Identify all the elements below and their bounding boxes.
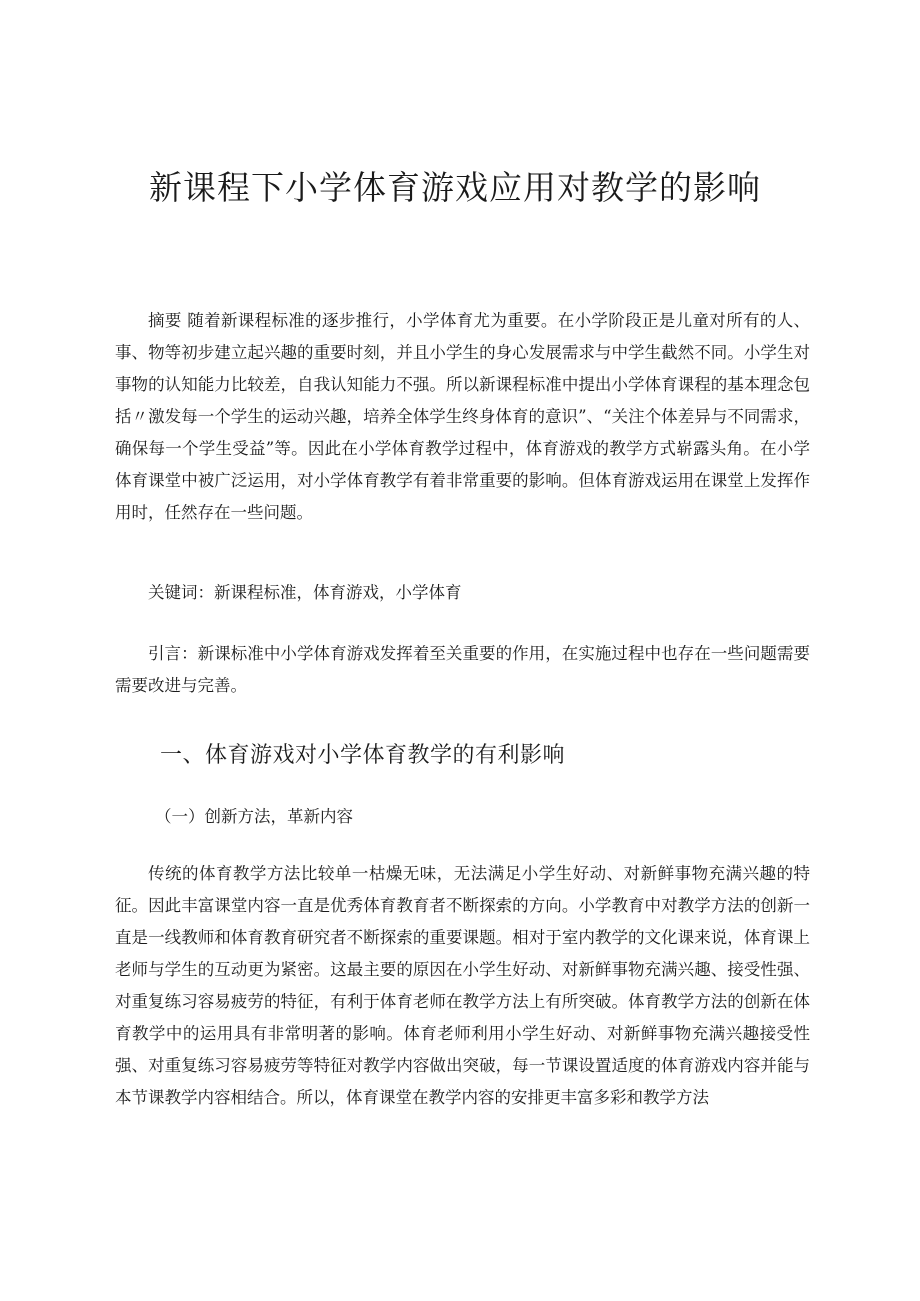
subsection-heading: （一）创新方法，革新内容 <box>155 807 353 826</box>
section-heading: 一、体育游戏对小学体育教学的有利影响 <box>160 743 566 768</box>
abstract-paragraph: 摘要 随着新课程标准的逐步推行，小学体育尤为重要。在小学阶段正是儿童对所有的人、事、物等初步建立起兴趣的重要时刻，并且小学生的身心发展需求与中学生截然不同。小学生对事物的认知能力比较差，自我认知能力不强。所以新课程标准中提出小学体育课程的基本理念包括〃激发每一个学生的运动兴趣，培养全体学生终身体育的意识”、“关注个体差异与不同需求，确保每一个学生受益”等。因此在小学体育教学过程中，体育游戏的教学方式崭露头角。在小学体育课堂中被广泛运用，对小学体育教学有着非常重要的影响。但体育游戏运用在课堂上发挥作用时，任然存在一些问题。 <box>115 311 810 522</box>
body-paragraph: 传统的体育教学方法比较单一枯燥无味，无法满足小学生好动、对新鲜事物充满兴趣的特征。因此丰富课堂内容一直是优秀体育教育者不断探索的方向。小学教育中对教学方法的创新一直是一线教师和体育教育研究者不断探索的重要课题。相对于室内教学的文化课来说，体育课上老师与学生的互动更为紧密。这最主要的原因在小学生好动、对新鲜事物充满兴趣、接受性强、对重复练习容易疲劳的特征，有利于体育老师在教学方法上有所突破。体育教学方法的创新在体育教学中的运用具有非常明著的影响。体育老师利用小学生好动、对新鲜事物充满兴趣接受性强、对重复练习容易疲劳等特征对教学内容做出突破，每一节课设置适度的体育游戏内容并能与本节课教学内容相结合。所以，体育课堂在教学内容的安排更丰富多彩和教学方法 <box>115 864 810 1107</box>
intro-paragraph: 引言：新课标准中小学体育游戏发挥着至关重要的作用，在实施过程中也存在一些问题需要需要改进与完善。 <box>115 644 810 695</box>
document-title: 新课程下小学体育游戏应用对教学的影响 <box>149 168 761 207</box>
keywords-paragraph: 关键词：新课程标准，体育游戏，小学体育 <box>148 583 462 602</box>
